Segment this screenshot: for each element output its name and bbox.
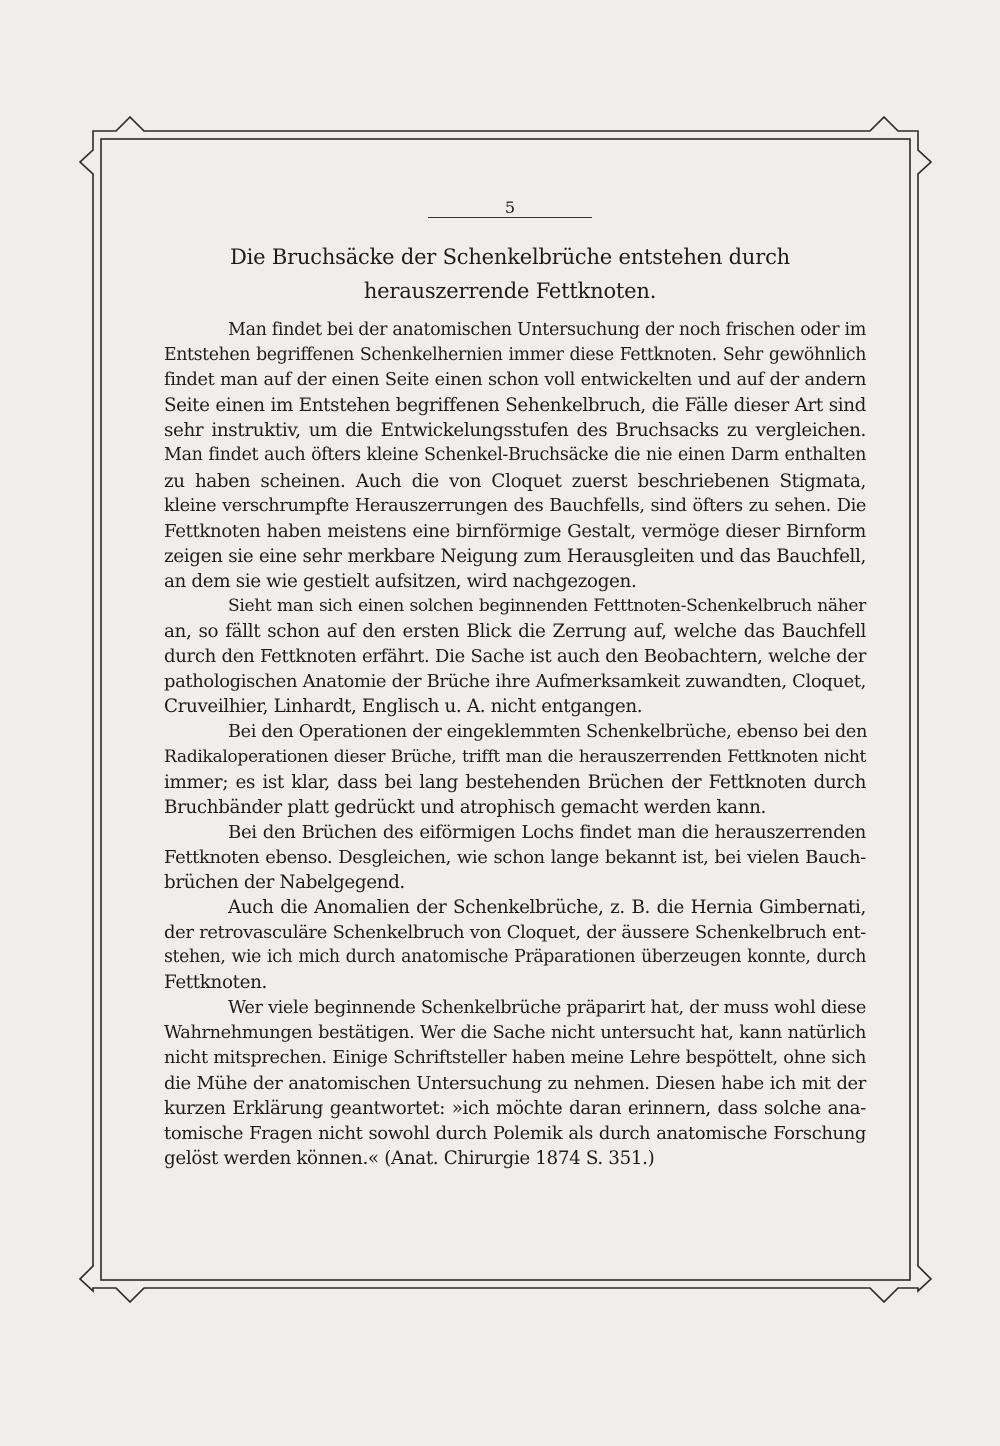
text-line: Cruveilhier, Linhardt, Englisch u. A. nicht entgangen. bbox=[164, 696, 643, 718]
text-line: nicht mitsprechen. Einige Schriftsteller haben meine Lehre bespöttelt, ohne sich bbox=[164, 1047, 866, 1068]
text-line: kurzen Erklärung geantwortet: »ich möchte daran erinnern, dass solche ana- bbox=[164, 1097, 866, 1119]
body-text bbox=[164, 318, 866, 1171]
page-number: 5 bbox=[504, 198, 516, 217]
text-line: Man findet bei der anatomischen Untersuchung der noch frischen oder im bbox=[228, 320, 866, 340]
text-line: kleine verschrumpfte Herauszerrungen des Bauchfells, sind öfters zu sehen. Die bbox=[164, 495, 866, 516]
text-line: findet man auf der einen Seite einen schon voll entwickelten und auf der andern bbox=[164, 370, 866, 391]
text-line: Radikaloperationen dieser Brüche, trifft man die herauszerrenden Fettknoten nicht bbox=[164, 746, 866, 767]
chapter-title-line-2: herauszerrende Fettknoten. bbox=[363, 279, 657, 303]
text-line: durch den Fettknoten erfährt. Die Sache ist auch den Beobachtern, welche der bbox=[164, 646, 866, 668]
text-line: Auch die Anomalien der Schenkelbrüche, z. B. die Hernia Gimbernati, bbox=[228, 897, 866, 919]
text-line: gelöst werden können.« (Anat. Chirurgie 1874 S. 351.) bbox=[164, 1148, 655, 1170]
chapter-title-line-1: Die Bruchsäcke der Schenkelbrüche entstehen durch bbox=[230, 245, 790, 269]
text-line: Seite einen im Entstehen begriffenen Sehenkelbruch, die Fälle dieser Art sind bbox=[164, 395, 866, 417]
text-line: stehen, wie ich mich durch anatomische Präparationen überzeugen konnte, durch bbox=[164, 947, 866, 968]
text-line: tomische Fragen nicht sowohl durch Polemik als durch anatomische Forschung bbox=[164, 1123, 866, 1144]
text-line: Bruchbänder platt gedrückt und atrophisch gemacht werden kann. bbox=[164, 796, 767, 818]
text-line: immer; es ist klar, dass bei lang bestehenden Brüchen der Fettknoten durch bbox=[164, 771, 866, 793]
text-line: Bei den Operationen der eingeklemmten Schenkelbrüche, ebenso bei den bbox=[228, 721, 868, 742]
text-line: an, so fällt schon auf den ersten Blick die Zerrung auf, welche das Bauchfell bbox=[164, 621, 866, 643]
text-line: sehr instruktiv, um die Entwickelungsstufen des Bruchsacks zu vergleichen. bbox=[164, 420, 866, 442]
text-line: Wahrnehmungen bestätigen. Wer die Sache nicht untersucht hat, kann natürlich bbox=[164, 1022, 866, 1043]
text-line: die Mühe der anatomischen Untersuchung zu nehmen. Diesen habe ich mit der bbox=[164, 1072, 866, 1094]
paragraph-5 bbox=[164, 895, 866, 995]
text-line: Fettknoten haben meistens eine birnförmige Gestalt, vermöge dieser Birnform bbox=[164, 520, 866, 542]
paragraph-6 bbox=[164, 996, 866, 1172]
text-line: Entstehen begriffenen Schenkelhernien immer diese Fettknoten. Sehr gewöhnlich bbox=[164, 345, 866, 366]
text-line: brüchen der Nabelgegend. bbox=[164, 872, 405, 894]
text-line: zeigen sie eine sehr merkbare Neigung zum Herausgleiten und das Bauchfell, bbox=[164, 545, 866, 567]
text-line: zu haben scheinen. Auch die von Cloquet zuerst beschriebenen Stigmata, bbox=[164, 470, 866, 492]
paragraph-3 bbox=[164, 720, 866, 820]
text-line: Sieht man sich einen solchen beginnenden Fetttnoten-Schenkelbruch näher bbox=[228, 596, 866, 617]
text-line: Fettknoten. bbox=[164, 972, 267, 994]
text-line: der retrovasculäre Schenkelbruch von Cloquet, der äussere Schenkelbruch ent- bbox=[164, 922, 866, 944]
text-line: Man findet auch öfters kleine Schenkel-Bruchsäcke die nie einen Darm enthalten bbox=[164, 445, 866, 466]
text-line: Bei den Brüchen des eiförmigen Lochs findet man die herauszerrenden bbox=[228, 821, 866, 843]
text-line: pathologischen Anatomie der Brüche ihre Aufmerksamkeit zuwandten, Cloquet, bbox=[164, 671, 866, 693]
text-line: an dem sie wie gestielt aufsitzen, wird nachgezogen. bbox=[164, 570, 637, 592]
page-number-rule bbox=[428, 217, 592, 218]
paragraph-1 bbox=[164, 318, 866, 594]
paragraph-2 bbox=[164, 594, 866, 719]
text-line: Wer viele beginnende Schenkelbrüche präparirt hat, der muss wohl diese bbox=[228, 997, 866, 1018]
text-line: Fettknoten ebenso. Desgleichen, wie schon lange bekannt ist, bei vielen Bauch- bbox=[164, 846, 866, 868]
paragraph-4 bbox=[164, 820, 866, 895]
